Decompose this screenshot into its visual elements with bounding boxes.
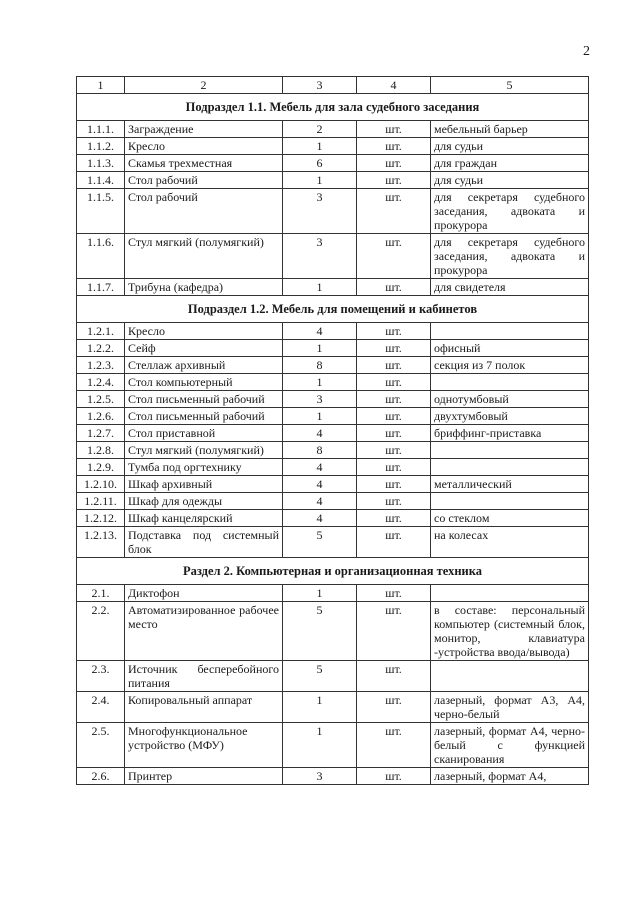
item-number: 1.2.7. [77, 425, 125, 442]
table-row [77, 357, 589, 374]
table-row [77, 510, 589, 527]
item-note [431, 323, 589, 340]
item-note [431, 442, 589, 459]
item-name: Копировальный аппарат [125, 692, 283, 723]
item-quantity: 1 [283, 172, 357, 189]
table-row [77, 279, 589, 296]
item-note: металлический [431, 476, 589, 493]
item-name: Подставка под системный блок [125, 527, 283, 558]
table-row [77, 391, 589, 408]
table-row [77, 527, 589, 558]
table-row [77, 408, 589, 425]
item-unit: шт. [357, 527, 431, 558]
table-row [77, 323, 589, 340]
item-name: Стул мягкий (полумягкий) [125, 234, 283, 279]
section-heading: Подраздел 1.2. Мебель для помещений и кабинетов [77, 296, 589, 323]
item-number: 1.2.5. [77, 391, 125, 408]
table-row [77, 661, 589, 692]
item-quantity: 8 [283, 442, 357, 459]
column-number-cell: 5 [431, 77, 589, 94]
item-number: 1.2.9. [77, 459, 125, 476]
item-number: 1.2.11. [77, 493, 125, 510]
item-unit: шт. [357, 585, 431, 602]
item-unit: шт. [357, 155, 431, 172]
item-quantity: 1 [283, 723, 357, 768]
item-number: 1.2.12. [77, 510, 125, 527]
item-number: 1.1.5. [77, 189, 125, 234]
item-unit: шт. [357, 172, 431, 189]
column-number-cell: 1 [77, 77, 125, 94]
item-number: 2.5. [77, 723, 125, 768]
item-unit: шт. [357, 476, 431, 493]
table-row [77, 493, 589, 510]
table-row [77, 234, 589, 279]
item-note [431, 661, 589, 692]
item-quantity: 4 [283, 323, 357, 340]
item-quantity: 1 [283, 340, 357, 357]
item-number: 1.2.6. [77, 408, 125, 425]
section-heading: Раздел 2. Компьютерная и организационная техника [77, 558, 589, 585]
table-row [77, 442, 589, 459]
item-unit: шт. [357, 602, 431, 661]
item-quantity: 3 [283, 189, 357, 234]
item-name: Стол рабочий [125, 189, 283, 234]
item-note: на колесах [431, 527, 589, 558]
item-name: Шкаф для одежды [125, 493, 283, 510]
item-quantity: 4 [283, 510, 357, 527]
item-note: со стеклом [431, 510, 589, 527]
item-quantity: 1 [283, 692, 357, 723]
item-note: однотумбовый [431, 391, 589, 408]
item-note: лазерный, формат А4, черно-белый с функцией сканирования [431, 723, 589, 768]
item-number: 1.2.4. [77, 374, 125, 391]
item-quantity: 4 [283, 493, 357, 510]
item-name: Сейф [125, 340, 283, 357]
item-note: для судьи [431, 138, 589, 155]
column-number-cell: 4 [357, 77, 431, 94]
item-number: 1.1.6. [77, 234, 125, 279]
item-quantity: 5 [283, 527, 357, 558]
item-unit: шт. [357, 493, 431, 510]
section-heading-row [77, 558, 589, 585]
item-number: 1.1.4. [77, 172, 125, 189]
column-number-cell: 2 [125, 77, 283, 94]
table-row [77, 172, 589, 189]
item-unit: шт. [357, 340, 431, 357]
item-note: лазерный, формат А3, А4, черно-белый [431, 692, 589, 723]
item-name: Диктофон [125, 585, 283, 602]
item-unit: шт. [357, 408, 431, 425]
item-note: офисный [431, 340, 589, 357]
item-number: 2.2. [77, 602, 125, 661]
item-number: 1.2.2. [77, 340, 125, 357]
item-name: Принтер [125, 768, 283, 785]
table-row [77, 155, 589, 172]
table-row [77, 425, 589, 442]
section-heading-row [77, 94, 589, 121]
item-name: Тумба под оргтехнику [125, 459, 283, 476]
item-unit: шт. [357, 374, 431, 391]
item-number: 1.2.3. [77, 357, 125, 374]
equipment-table [76, 76, 589, 785]
item-name: Источник бесперебойного питания [125, 661, 283, 692]
item-name: Кресло [125, 323, 283, 340]
item-unit: шт. [357, 357, 431, 374]
item-name: Трибуна (кафедра) [125, 279, 283, 296]
item-unit: шт. [357, 661, 431, 692]
item-name: Многофункциональное устройство (МФУ) [125, 723, 283, 768]
item-number: 2.3. [77, 661, 125, 692]
item-note: для граждан [431, 155, 589, 172]
item-unit: шт. [357, 189, 431, 234]
item-number: 1.2.8. [77, 442, 125, 459]
item-quantity: 3 [283, 234, 357, 279]
item-name: Скамья трехместная [125, 155, 283, 172]
item-quantity: 1 [283, 408, 357, 425]
item-number: 1.2.13. [77, 527, 125, 558]
item-unit: шт. [357, 510, 431, 527]
item-unit: шт. [357, 121, 431, 138]
page-number: 2 [583, 44, 590, 59]
table-row [77, 723, 589, 768]
item-note [431, 459, 589, 476]
item-unit: шт. [357, 692, 431, 723]
item-note: бриффинг-приставка [431, 425, 589, 442]
item-note: лазерный, формат А4, [431, 768, 589, 785]
table-row [77, 189, 589, 234]
table-row [77, 374, 589, 391]
table-row [77, 602, 589, 661]
item-quantity: 5 [283, 661, 357, 692]
section-heading: Подраздел 1.1. Мебель для зала судебного заседания [77, 94, 589, 121]
table-row [77, 340, 589, 357]
item-note: для секретаря судебного заседания, адвоката и прокурора [431, 234, 589, 279]
item-quantity: 1 [283, 374, 357, 391]
item-unit: шт. [357, 323, 431, 340]
item-unit: шт. [357, 391, 431, 408]
item-unit: шт. [357, 768, 431, 785]
item-number: 2.4. [77, 692, 125, 723]
table-row [77, 476, 589, 493]
item-note: для свидетеля [431, 279, 589, 296]
item-number: 1.2.1. [77, 323, 125, 340]
column-number-row [77, 77, 589, 94]
item-note [431, 493, 589, 510]
item-name: Стол приставной [125, 425, 283, 442]
item-unit: шт. [357, 138, 431, 155]
item-note: для секретаря судебного заседания, адвоката и прокурора [431, 189, 589, 234]
item-unit: шт. [357, 442, 431, 459]
item-unit: шт. [357, 279, 431, 296]
item-note: секция из 7 полок [431, 357, 589, 374]
item-quantity: 3 [283, 391, 357, 408]
item-note: двухтумбовый [431, 408, 589, 425]
item-note: для судьи [431, 172, 589, 189]
item-number: 2.1. [77, 585, 125, 602]
item-name: Стол рабочий [125, 172, 283, 189]
item-number: 1.1.1. [77, 121, 125, 138]
item-name: Шкаф архивный [125, 476, 283, 493]
item-unit: шт. [357, 425, 431, 442]
item-unit: шт. [357, 723, 431, 768]
item-unit: шт. [357, 234, 431, 279]
item-name: Стул мягкий (полумягкий) [125, 442, 283, 459]
item-quantity: 5 [283, 602, 357, 661]
table-row [77, 768, 589, 785]
item-name: Заграждение [125, 121, 283, 138]
section-heading-row [77, 296, 589, 323]
table-row [77, 138, 589, 155]
table-row [77, 692, 589, 723]
item-quantity: 1 [283, 585, 357, 602]
item-quantity: 2 [283, 121, 357, 138]
table-row [77, 121, 589, 138]
item-unit: шт. [357, 459, 431, 476]
item-name: Стол компьютерный [125, 374, 283, 391]
item-quantity: 1 [283, 279, 357, 296]
item-quantity: 4 [283, 459, 357, 476]
item-quantity: 6 [283, 155, 357, 172]
item-name: Кресло [125, 138, 283, 155]
table-row [77, 459, 589, 476]
item-number: 2.6. [77, 768, 125, 785]
item-number: 1.1.3. [77, 155, 125, 172]
item-note [431, 374, 589, 391]
item-name: Стол письменный рабочий [125, 408, 283, 425]
item-number: 1.1.2. [77, 138, 125, 155]
item-note: в составе: персональный компьютер (системный блок, монитор, клавиатура -устройства ввода/вывода) [431, 602, 589, 661]
item-quantity: 8 [283, 357, 357, 374]
item-note: мебельный барьер [431, 121, 589, 138]
item-number: 1.2.10. [77, 476, 125, 493]
item-name: Стеллаж архивный [125, 357, 283, 374]
item-quantity: 1 [283, 138, 357, 155]
column-number-cell: 3 [283, 77, 357, 94]
item-number: 1.1.7. [77, 279, 125, 296]
table-row [77, 585, 589, 602]
item-name: Шкаф канцелярский [125, 510, 283, 527]
item-note [431, 585, 589, 602]
item-quantity: 4 [283, 476, 357, 493]
item-name: Автоматизированное рабочее место [125, 602, 283, 661]
item-quantity: 4 [283, 425, 357, 442]
item-quantity: 3 [283, 768, 357, 785]
item-name: Стол письменный рабочий [125, 391, 283, 408]
